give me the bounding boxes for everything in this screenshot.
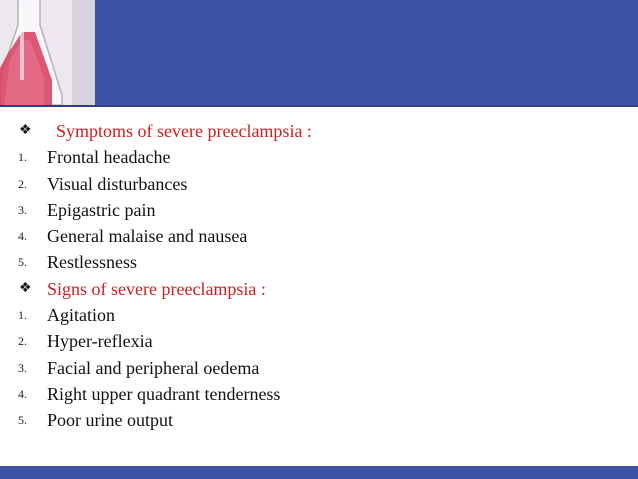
- diamond-bullet-icon: ❖: [19, 123, 32, 138]
- header-divider: [0, 105, 638, 107]
- list-item: 4. General malaise and nausea: [18, 226, 248, 247]
- list-item: 4. Right upper quadrant tenderness: [18, 383, 281, 404]
- signs-heading: ❖ Signs of severe preeclampsia :: [0, 276, 620, 302]
- list-item: 1. Agitation: [18, 305, 115, 326]
- list-item: 3. Epigastric pain: [18, 199, 156, 220]
- diamond-bullet-icon: ❖: [19, 280, 32, 296]
- list-item: 5. Poor urine output: [18, 410, 173, 431]
- header-band: [0, 0, 638, 105]
- list-item: 2. Visual disturbances: [18, 173, 188, 194]
- flask-icon: [0, 0, 95, 105]
- list-item: 5. Restlessness: [18, 252, 137, 273]
- list-item: 3. Facial and peripheral oedema: [18, 357, 260, 378]
- slide-content: [0, 118, 620, 434]
- list-item: 2. Hyper-reflexia: [18, 331, 153, 352]
- footer-band: [0, 466, 638, 479]
- list-item: 1. Frontal headache: [18, 147, 171, 168]
- symptoms-heading: ❖ Symptoms of severe preeclampsia :: [0, 118, 620, 144]
